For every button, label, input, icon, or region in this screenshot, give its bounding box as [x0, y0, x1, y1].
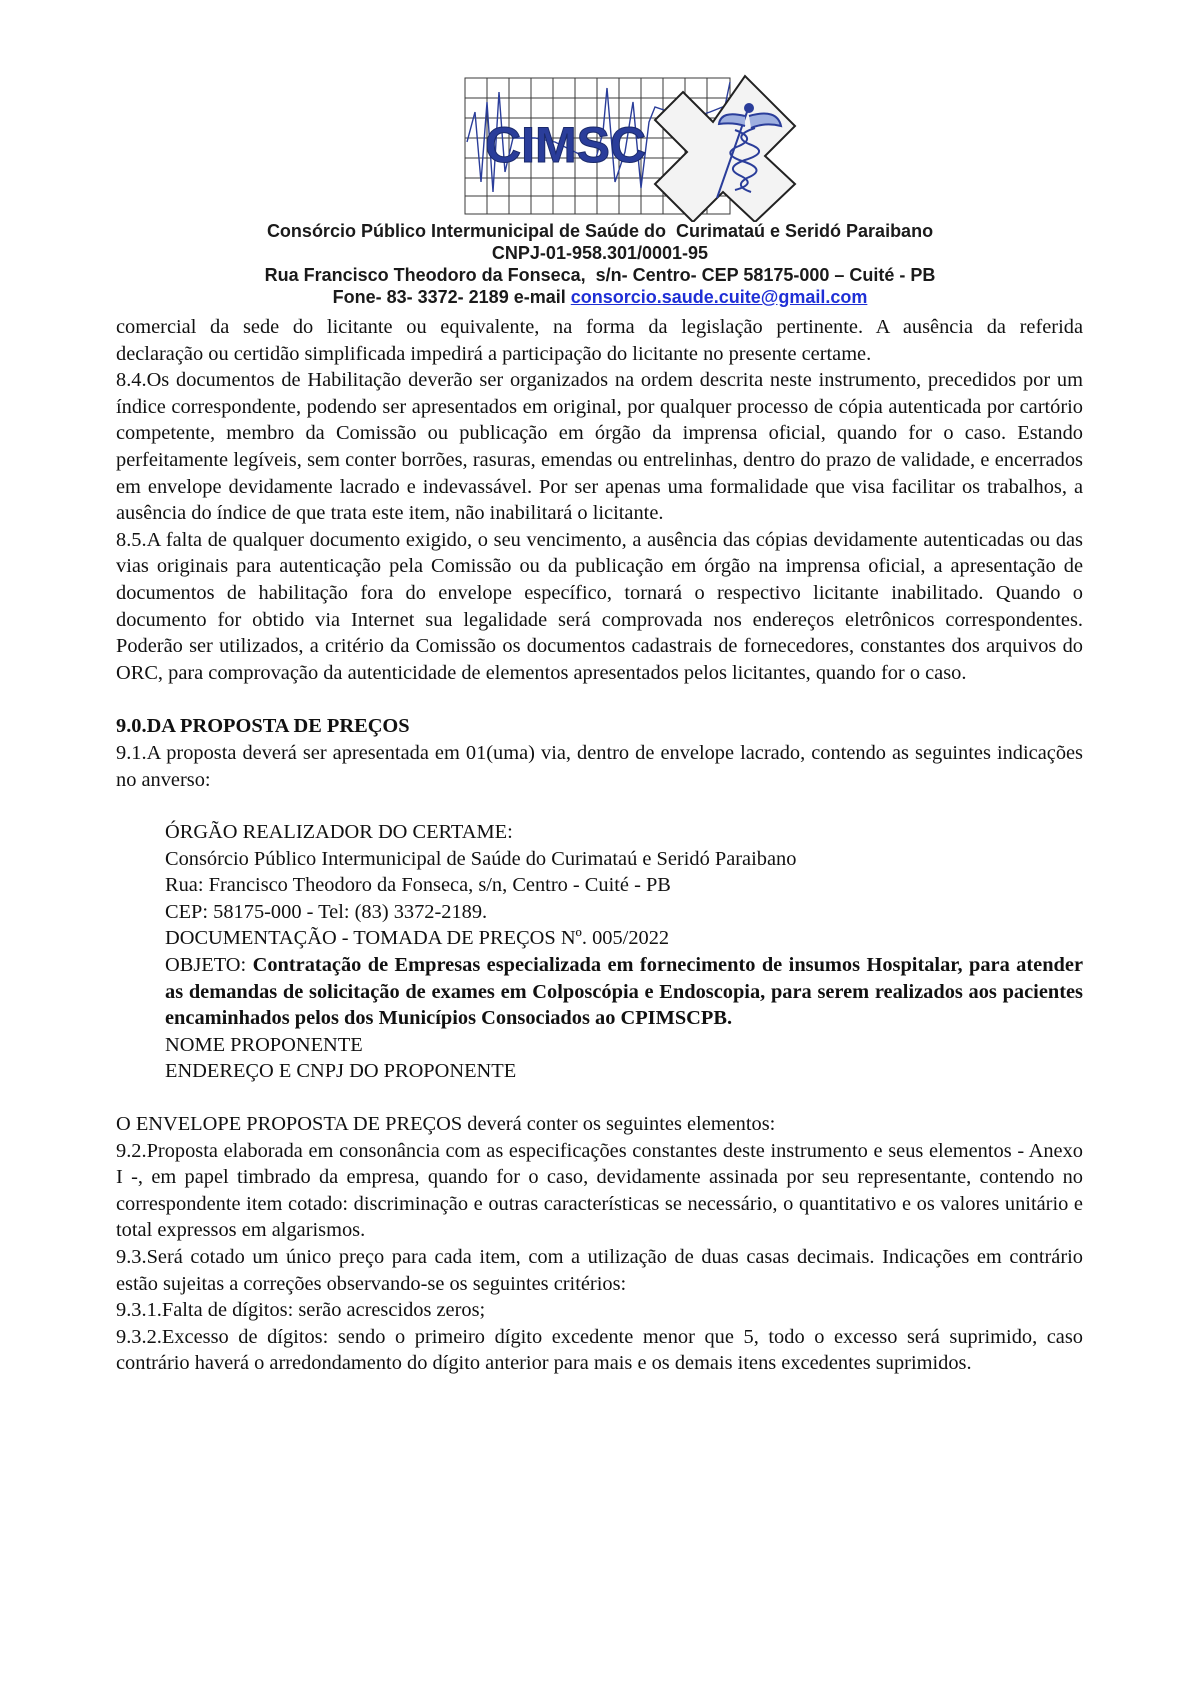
objeto-text: Contratação de Empresas especializada em fornecimento de insumos Hospitalar, para atender as demandas de solicitação de exames em Colposcópia e Endoscopia, para serem realizados aos pacientes encaminhados pelos dos Municípios Consociados ao CPIMSCPB. [165, 954, 1083, 1030]
paragraph-8-4: 8.4.Os documentos de Habilitação deverão ser organizados na ordem descrita neste instrumento, precedidos por um índice correspondente, podendo ser apresentados em original, por qualquer processo de cópia autenticada por cartório competente, membro da Comissão ou publicação em órgão da imprensa oficial, quando for o caso. Estando perfeitamente legíveis, sem conter borrões, rasuras, emendas ou entrelinhas, dentro do prazo de validade, e encerrados em envelope devidamente lacrado e indevassável. Por ser apenas uma formalidade que visa facilitar os trabalhos, a ausência do índice de que trata este item, não inabilitará o licitante. [116, 369, 1083, 525]
objeto-label: OBJETO: [165, 954, 253, 977]
cimsc-logo [455, 72, 815, 222]
paragraph-9-1: 9.1.A proposta deverá ser apresentada em 01(uma) via, dentro de envelope lacrado, contendo as seguintes indicações no anverso: [116, 741, 1083, 791]
paragraph-9-2: 9.2.Proposta elaborada em consonância com as especificações constantes deste instrumento e seus elementos - Anexo I -, em papel timbrado da empresa, quando for o caso, devidamente assinada por seu representante, contendo no correspondente item cotado: discriminação e outras características se necessário, o quantitativo e os valores unitário e total expressos em algarismos. [116, 1139, 1083, 1242]
spacer [116, 1085, 1083, 1111]
paragraph-envelope-intro: O ENVELOPE PROPOSTA DE PREÇOS deverá conter os seguintes elementos: [116, 1113, 776, 1136]
paragraph-9-3-2: 9.3.2.Excesso de dígitos: sendo o primeiro dígito excedente menor que 5, todo o excesso será suprimido, caso contrário haverá o arredondamento do dígito anterior para mais e os demais itens excedentes suprimidos. [116, 1325, 1083, 1375]
paragraph-9-3-1: 9.3.1.Falta de dígitos: serão acrescidos zeros; [116, 1299, 486, 1322]
paragraph-continued-2: declaração ou certidão simplificada impedirá a participação do licitante no presente certame. [116, 342, 872, 365]
logo-text: CIMSC [485, 117, 647, 173]
cnpj: CNPJ-01-958.301/0001-95 [491, 243, 709, 263]
envelope-line-org-name: Consórcio Público Intermunicipal de Saúde do Curimataú e Seridó Paraibano [165, 847, 797, 870]
paragraph-continued-1: comercial da sede do licitante ou equivalente, na forma da legislação pertinente. A ausência da referida [116, 316, 1083, 338]
spacer [116, 793, 1083, 819]
org-address: Rua Francisco Theodoro da Fonseca, s/n- Centro- CEP 58175-000 – Cuité - PB [264, 265, 936, 285]
envelope-line-proponent-name: NOME PROPONENTE [165, 1033, 363, 1056]
envelope-line-organ: ÓRGÃO REALIZADOR DO CERTAME: [165, 821, 513, 844]
email-link[interactable]: consorcio.saude.cuite@gmail.com [570, 287, 868, 307]
org-name: Consórcio Público Intermunicipal de Saúde do Curimataú e Seridó Paraibano [266, 221, 934, 241]
paragraph-8-5: 8.5.A falta de qualquer documento exigido, o seu vencimento, a ausência das cópias devidamente autenticadas ou das vias originais para autenticação pela Comissão ou da publicação em órgão na imprensa oficial, a apresentação de documentos de habilitação fora do envelope específico, tornará o respectivo licitante inabilitado. Quando o documento for obtido via Internet sua legalidade será comprovada nos endereços eletrônicos correspondentes. Poderão ser utilizados, a critério da Comissão os documentos cadastrais de fornecedores, constantes dos arquivos do ORC, para comprovação da autenticidade de elementos apresentados pelos licitantes, quando for o caso. [116, 528, 1083, 684]
envelope-line-address: Rua: Francisco Theodoro da Fonseca, s/n, Centro - Cuité - PB [165, 874, 671, 897]
envelope-line-cep-tel: CEP: 58175-000 - Tel: (83) 3372-2189. [165, 900, 488, 923]
envelope-line-proponent-address: ENDEREÇO E CNPJ DO PROPONENTE [165, 1060, 517, 1083]
document-body [116, 314, 1083, 1377]
paragraph-9-3: 9.3.Será cotado um único preço para cada item, com a utilização de duas casas decimais. Indicações em contrário estão sujeitas a correções observando-se os seguintes critérios: [116, 1246, 1083, 1295]
phone: Fone- 83- 3372- 2189 e-mail [332, 287, 571, 307]
section-heading-9: 9.0.DA PROPOSTA DE PREÇOS [116, 715, 410, 738]
envelope-line-documentation: DOCUMENTAÇÃO - TOMADA DE PREÇOS Nº. 005/2022 [165, 927, 670, 950]
envelope-indications [116, 819, 1083, 1085]
envelope-objeto [165, 952, 1083, 1032]
letterhead [0, 220, 1200, 308]
contact-line [0, 286, 1200, 308]
logo-graphic [455, 72, 815, 222]
